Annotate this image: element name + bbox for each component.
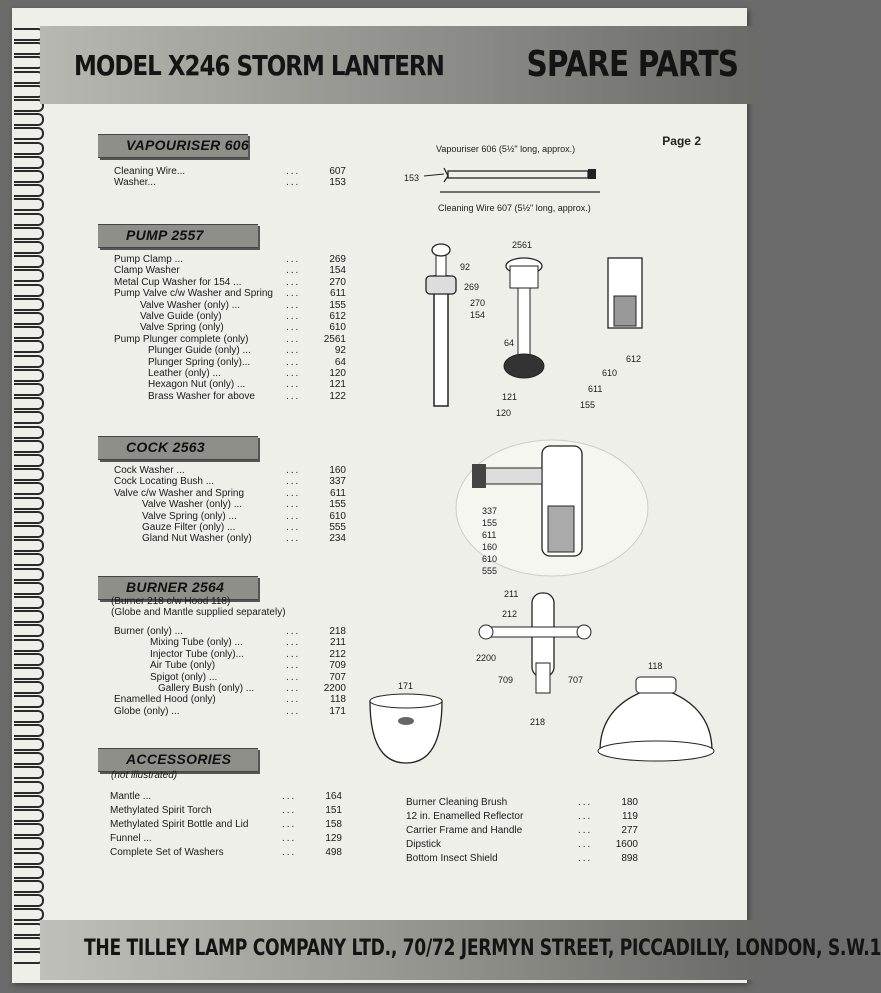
part-number: 610 [329, 510, 346, 522]
svg-text:160: 160 [482, 542, 498, 552]
leader-dots: ... [286, 465, 301, 476]
part-number: 611 [330, 288, 346, 300]
spiral-ring [14, 596, 44, 609]
leader-dots: ... [286, 476, 301, 488]
leader-dots: ... [286, 510, 301, 522]
spiral-ring [14, 866, 44, 879]
part-name: Methylated Spirit Bottle and Lid [110, 819, 249, 830]
part-name: Pump Valve c/w Washer and Spring [114, 288, 273, 300]
leader-dots: ... [286, 166, 301, 177]
part-number: 155 [329, 299, 346, 311]
part-name: Valve Guide (only) [140, 310, 222, 322]
burner-diagram [356, 583, 746, 773]
spiral-ring [14, 468, 44, 481]
leader-dots: ... [286, 521, 301, 533]
spiral-ring [14, 553, 44, 566]
part-name: Mantle ... [110, 791, 152, 802]
part-number: 277 [621, 825, 638, 836]
spiral-ring [14, 809, 44, 822]
leader-dots: ... [578, 811, 593, 822]
leader-dots: ... [282, 791, 297, 802]
leader-dots: ... [286, 671, 301, 683]
part-number: 610 [329, 322, 346, 334]
leader-dots: ... [286, 276, 301, 288]
spiral-ring [14, 823, 44, 836]
page-number: Page 2 [662, 134, 701, 148]
spiral-ring [14, 752, 44, 765]
leader-dots: ... [286, 356, 301, 368]
leader-dots: ... [282, 819, 297, 830]
part-name: Complete Set of Washers [110, 847, 224, 858]
part-name: Metal Cup Washer for 154 ... [114, 276, 242, 288]
part-number: 612 [329, 310, 346, 322]
spiral-ring [14, 880, 44, 893]
part-number: 160 [329, 465, 346, 476]
part-name: Mixing Tube (only) ... [150, 637, 243, 649]
part-name: Plunger Spring (only)... [148, 356, 251, 368]
spiral-ring [14, 426, 44, 439]
svg-text:212: 212 [502, 609, 518, 619]
part-number: 158 [325, 819, 342, 830]
leader-dots: ... [286, 345, 301, 357]
part-number: 2561 [323, 333, 346, 345]
part-number: 218 [329, 626, 346, 637]
spiral-ring [14, 681, 44, 694]
spiral-ring [14, 198, 44, 211]
spiral-ring [14, 539, 44, 552]
spiral-ring [14, 383, 44, 396]
part-name: Burner Cleaning Brush [406, 797, 508, 808]
leader-dots: ... [286, 265, 301, 277]
section-heading-burner: BURNER 2564 [98, 576, 258, 600]
part-name: Valve Spring (only) ... [142, 510, 237, 522]
svg-text:155: 155 [482, 518, 498, 528]
leader-dots: ... [286, 333, 301, 345]
spiral-ring [14, 781, 44, 794]
part-number: 171 [329, 705, 346, 717]
spiral-ring [14, 568, 44, 581]
footer-text: THE TILLEY LAMP COMPANY LTD., 70/72 JERMYN STREET, PICCADILLY, LONDON, S.W.1 [84, 936, 881, 961]
part-number: 129 [325, 833, 342, 844]
part-number: 234 [329, 533, 346, 545]
svg-text:118: 118 [648, 661, 663, 671]
spiral-ring [14, 213, 44, 226]
part-number: 1600 [615, 839, 638, 850]
spiral-ring [14, 298, 44, 311]
leader-dots: ... [578, 797, 593, 808]
section-heading-accessories: ACCESSORIES [98, 748, 258, 772]
spiral-ring [14, 695, 44, 708]
part-name: Valve Washer (only) ... [140, 299, 241, 311]
leader-dots: ... [286, 499, 301, 511]
spiral-ring [14, 142, 44, 155]
spiral-ring [14, 312, 44, 325]
part-name: Gauze Filter (only) ... [142, 521, 236, 533]
part-name: Methylated Spirit Torch [110, 805, 212, 816]
part-number: 2200 [323, 682, 346, 694]
svg-text:2200: 2200 [476, 653, 497, 663]
part-number: 92 [334, 345, 346, 357]
part-name: 12 in. Enamelled Reflector [406, 811, 524, 822]
part-number: 151 [325, 805, 342, 816]
spiral-ring [14, 326, 44, 339]
part-number: 212 [329, 648, 346, 660]
svg-text:269: 269 [464, 282, 480, 292]
part-name: Cleaning Wire... [114, 166, 186, 177]
leader-dots: ... [286, 367, 301, 379]
spiral-ring [14, 269, 44, 282]
spiral-ring [14, 894, 44, 907]
spiral-ring [14, 411, 44, 424]
leader-dots: ... [286, 390, 301, 402]
spiral-ring [14, 156, 44, 169]
vapouriser-label: 153 [404, 173, 420, 183]
spiral-ring [14, 653, 44, 666]
leader-dots: ... [286, 705, 301, 717]
pump-diagram [408, 236, 678, 426]
part-number: 269 [329, 254, 346, 265]
part-number: 611 [330, 487, 346, 499]
spiral-ring [14, 667, 44, 680]
part-name: Leather (only) ... [148, 367, 221, 379]
leader-dots: ... [286, 288, 301, 300]
spiral-ring [14, 724, 44, 737]
part-name: Valve Spring (only) [140, 322, 224, 334]
svg-text:610: 610 [602, 368, 618, 378]
part-name: Funnel ... [110, 833, 152, 844]
svg-text:218: 218 [530, 717, 546, 727]
svg-text:120: 120 [496, 408, 512, 418]
part-number: 64 [334, 356, 346, 368]
part-name: Spigot (only) ... [150, 671, 218, 683]
part-number: 119 [622, 811, 638, 822]
leader-dots: ... [286, 660, 301, 672]
spiral-ring [14, 454, 44, 467]
part-number: 121 [329, 379, 346, 391]
part-number: 898 [621, 853, 638, 864]
part-name: Pump Clamp ... [114, 254, 183, 265]
spiral-ring [14, 170, 44, 183]
burner-note-1: (Burner 218 c/w Hood 118) [111, 596, 231, 607]
part-number: 270 [329, 276, 346, 288]
spiral-ring [14, 355, 44, 368]
part-name: Washer... [114, 177, 156, 189]
svg-text:211: 211 [504, 589, 519, 599]
svg-text:154: 154 [470, 310, 486, 320]
spiral-ring [14, 184, 44, 197]
section-heading-cock: COCK 2563 [98, 436, 258, 460]
burner-note-2: (Globe and Mantle supplied separately) [111, 607, 286, 618]
part-number: 180 [621, 797, 638, 808]
wire-caption: Cleaning Wire 607 (5½" long, approx.) [438, 203, 591, 213]
part-name: Pump Plunger complete (only) [114, 333, 249, 345]
svg-text:611: 611 [588, 384, 603, 394]
catalogue-page [12, 8, 881, 983]
svg-text:709: 709 [498, 675, 514, 685]
leader-dots: ... [286, 310, 301, 322]
leader-dots: ... [578, 839, 593, 850]
section-heading-pump: PUMP 2557 [98, 224, 258, 248]
leader-dots: ... [286, 682, 301, 694]
vapouriser-caption: Vapouriser 606 (5½" long, approx.) [436, 144, 576, 154]
spiral-ring [14, 766, 44, 779]
spiral-ring [14, 497, 44, 510]
part-name: Enamelled Hood (only) [114, 694, 216, 706]
spiral-ring [14, 255, 44, 268]
spiral-ring [14, 284, 44, 297]
leader-dots: ... [286, 299, 301, 311]
spiral-ring [14, 397, 44, 410]
part-name: Carrier Frame and Handle [406, 825, 523, 836]
spiral-binding [12, 28, 46, 978]
svg-text:555: 555 [482, 566, 498, 576]
part-number: 154 [329, 265, 346, 277]
leader-dots: ... [282, 805, 297, 816]
svg-text:611: 611 [482, 530, 497, 540]
part-name: Clamp Washer [114, 265, 180, 277]
part-number: 118 [330, 694, 346, 706]
part-name: Burner (only) ... [114, 626, 183, 637]
part-number: 164 [325, 791, 342, 802]
leader-dots: ... [286, 533, 301, 545]
leader-dots: ... [286, 487, 301, 499]
leader-dots: ... [578, 853, 593, 864]
spiral-ring [14, 582, 44, 595]
spiral-ring [14, 340, 44, 353]
part-name: Plunger Guide (only) ... [148, 345, 251, 357]
section-heading-vapouriser: VAPOURISER 606 [98, 134, 248, 158]
part-name: Gland Nut Washer (only) [142, 533, 252, 545]
part-number: 707 [329, 671, 346, 683]
header-bar [40, 26, 758, 104]
part-number: 120 [329, 367, 346, 379]
svg-text:64: 64 [504, 338, 515, 348]
footer-bar [40, 920, 881, 980]
svg-text:121: 121 [502, 392, 518, 402]
leader-dots: ... [286, 177, 301, 189]
part-name: Dipstick [406, 839, 442, 850]
svg-text:171: 171 [398, 681, 414, 691]
part-number: 337 [329, 476, 346, 488]
vapouriser-diagram [400, 136, 740, 226]
part-name: Air Tube (only) [150, 660, 216, 672]
leader-dots: ... [578, 825, 593, 836]
leader-dots: ... [286, 322, 301, 334]
spiral-ring [14, 795, 44, 808]
leader-dots: ... [286, 379, 301, 391]
leader-dots: ... [286, 626, 301, 637]
part-name: Cock Locating Bush ... [114, 476, 215, 488]
spiral-ring [14, 525, 44, 538]
spiral-ring [14, 710, 44, 723]
page-title: MODEL X246 STORM LANTERN [74, 49, 444, 82]
part-name: Hexagon Nut (only) ... [148, 379, 246, 391]
leader-dots: ... [286, 254, 301, 265]
spiral-ring [14, 511, 44, 524]
part-name: Bottom Insect Shield [406, 853, 498, 864]
part-name: Brass Washer for above [148, 390, 255, 402]
part-number: 211 [330, 637, 346, 649]
leader-dots: ... [282, 847, 297, 858]
svg-text:2561: 2561 [512, 240, 533, 250]
leader-dots: ... [282, 833, 297, 844]
svg-text:155: 155 [580, 400, 596, 410]
svg-text:707: 707 [568, 675, 584, 685]
part-number: 153 [329, 177, 346, 189]
part-name: Gallery Bush (only) ... [158, 682, 255, 694]
part-number: 155 [329, 499, 346, 511]
spiral-ring [14, 738, 44, 751]
spiral-ring [14, 610, 44, 623]
spiral-ring [14, 440, 44, 453]
spiral-ring [14, 127, 44, 140]
svg-text:612: 612 [626, 354, 642, 364]
part-name: Globe (only) ... [114, 705, 180, 717]
svg-text:92: 92 [460, 262, 471, 272]
cock-diagram [452, 436, 652, 581]
part-name: Valve c/w Washer and Spring [114, 487, 245, 499]
page-subtitle: SPARE PARTS [526, 44, 738, 85]
part-name: Cock Washer ... [114, 465, 185, 476]
spiral-ring [14, 639, 44, 652]
spiral-ring [14, 241, 44, 254]
accessories-note: (not illustrated) [111, 770, 178, 781]
part-number: 709 [329, 660, 346, 672]
part-number: 607 [329, 166, 346, 177]
spiral-ring [14, 227, 44, 240]
part-number: 555 [329, 521, 346, 533]
spiral-ring [14, 852, 44, 865]
part-name: Injector Tube (only)... [150, 648, 244, 660]
spiral-ring [14, 113, 44, 126]
spiral-ring [14, 369, 44, 382]
spiral-ring [14, 482, 44, 495]
spiral-ring [14, 624, 44, 637]
part-number: 122 [329, 390, 346, 402]
part-number: 498 [325, 847, 342, 858]
leader-dots: ... [286, 694, 301, 706]
svg-text:270: 270 [470, 298, 486, 308]
leader-dots: ... [286, 648, 301, 660]
leader-dots: ... [286, 637, 301, 649]
svg-text:337: 337 [482, 506, 498, 516]
spiral-ring [14, 837, 44, 850]
part-name: Valve Washer (only) ... [142, 499, 243, 511]
svg-text:610: 610 [482, 554, 498, 564]
